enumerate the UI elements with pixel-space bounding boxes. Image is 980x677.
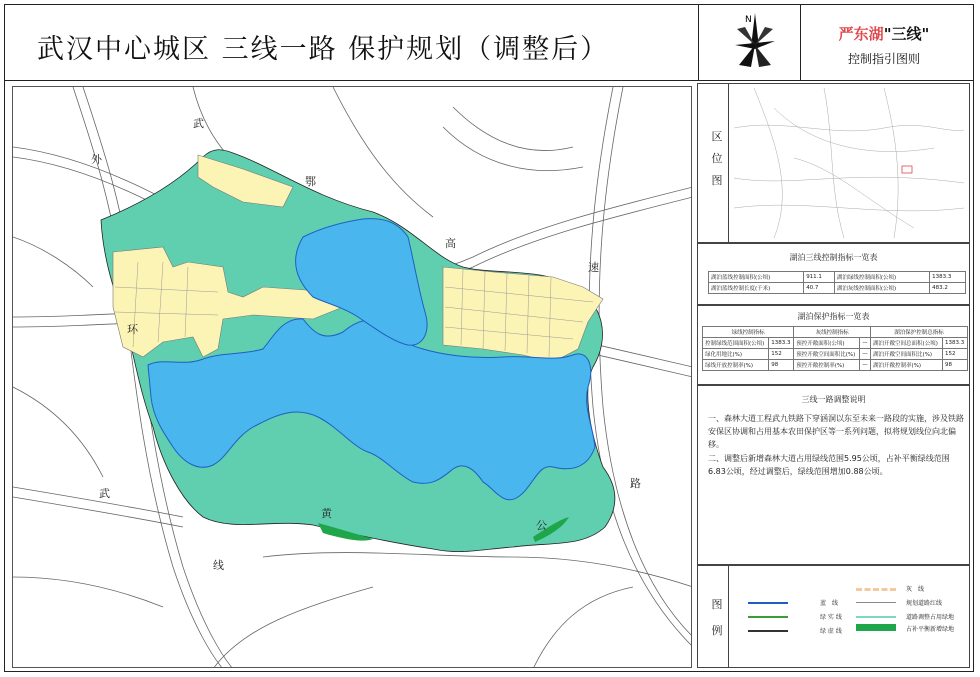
road-label: 武 bbox=[193, 117, 204, 130]
control-indicator-table bbox=[708, 271, 966, 294]
legend-item-label: 道路调整占用绿地 bbox=[906, 614, 955, 621]
new-green-swatch bbox=[856, 624, 896, 631]
road-red-line-swatch bbox=[856, 602, 896, 603]
map-canvas bbox=[13, 87, 692, 668]
green-dashed-line-swatch bbox=[748, 630, 788, 632]
control-indicator-table-box bbox=[697, 243, 970, 305]
road-label: 公 bbox=[536, 519, 547, 532]
road-label: 速 bbox=[588, 261, 599, 274]
legend-item-label: 绿 虚 线 bbox=[820, 628, 842, 635]
road-label: 武 bbox=[99, 487, 110, 500]
table-row: 绿线开放控制率(%) 98 预控开敞控制率(%) — 湖泊开敞控制率(%) 98 bbox=[703, 360, 968, 371]
road-label: 鄂 bbox=[305, 175, 316, 188]
plan-title-box bbox=[795, 5, 973, 80]
table-row: 控制绿线范围面积(公顷) 1383.3 预控开敞面积(公顷) — 湖泊开敞空间总面积(公顷) 1383.3 bbox=[703, 338, 968, 349]
location-map-box bbox=[697, 83, 970, 243]
control-table-title: 湖泊三线控制指标一览表 bbox=[789, 253, 878, 262]
legend-label: 图 例 bbox=[711, 598, 723, 637]
green-line-swatch bbox=[748, 616, 788, 618]
table-header-row: 绿线控制指标 灰线控制指标 湖泊保护控制总指标 bbox=[703, 327, 968, 338]
lake-suffix: "三线" bbox=[883, 25, 930, 43]
north-label: N bbox=[745, 15, 752, 25]
adjustment-note-2: 二、调整后新增森林大道占用绿线范围5.95公顷，占补平衡绿线范围6.83公顷，经过调整后，绿线范围增加0.88公顷。 bbox=[708, 454, 950, 476]
road-green-occupancy-swatch bbox=[856, 616, 896, 618]
location-map bbox=[734, 88, 964, 238]
gray-line-swatch bbox=[856, 588, 896, 591]
legend-item-label: 占补平衡新增绿地 bbox=[906, 626, 955, 633]
sidebar-panel bbox=[697, 83, 970, 668]
legend-item-label: 灰 线 bbox=[906, 586, 925, 593]
protection-table-title: 湖泊保护指标一览表 bbox=[797, 312, 870, 321]
header-divider bbox=[698, 5, 699, 80]
protection-indicator-table-box bbox=[697, 305, 970, 385]
main-map[interactable] bbox=[12, 86, 692, 668]
road-label: 高 bbox=[445, 237, 456, 250]
road-label: 环 bbox=[127, 323, 138, 336]
table-row: 湖泊蓝线控制面积(公顷) 911.1 湖泊绿线控制面积(公顷) 1383.3 bbox=[709, 272, 966, 283]
location-map-label: 区 位 图 bbox=[711, 130, 723, 187]
road-label: 路 bbox=[630, 477, 641, 490]
road-label: 外 bbox=[91, 153, 102, 166]
header-rule bbox=[5, 80, 973, 81]
adjustment-title: 三线一路调整说明 bbox=[801, 395, 866, 404]
north-arrow-icon bbox=[725, 7, 785, 77]
table-row: 湖泊蓝线控制长度(千米) 40.7 湖泊灰线控制面积(公顷) 483.2 bbox=[709, 283, 966, 294]
adjustment-note-1: 一、森林大道工程武九铁路下穿涵洞以东至未来一路段的实施，涉及铁路安保区协调和占用基本农田保护区等一系列问题，拟将规划线位向北偏移。 bbox=[708, 414, 964, 449]
legend-item-label: 规划道路红线 bbox=[906, 600, 943, 607]
legend-item-label: 绿 实 线 bbox=[820, 614, 842, 621]
lake-name: 严东湖 bbox=[838, 25, 884, 43]
road-label: 线 bbox=[213, 559, 224, 572]
adjustment-notes-box bbox=[697, 385, 970, 565]
road-label: 黄 bbox=[321, 507, 332, 520]
blue-line-swatch bbox=[748, 602, 788, 604]
legend-box bbox=[697, 565, 970, 668]
table-row: 绿化用地比(%) 152 预控开敞空间面积比(%) — 湖泊开敞空间面积比(%) 152 bbox=[703, 349, 968, 360]
protection-indicator-table bbox=[702, 326, 968, 371]
legend-item-label: 蓝 线 bbox=[820, 600, 839, 607]
plan-subtitle: 控制指引图则 bbox=[847, 52, 920, 66]
page-title: 武汉中心城区 三线一路 保护规划（调整后） bbox=[37, 34, 610, 65]
